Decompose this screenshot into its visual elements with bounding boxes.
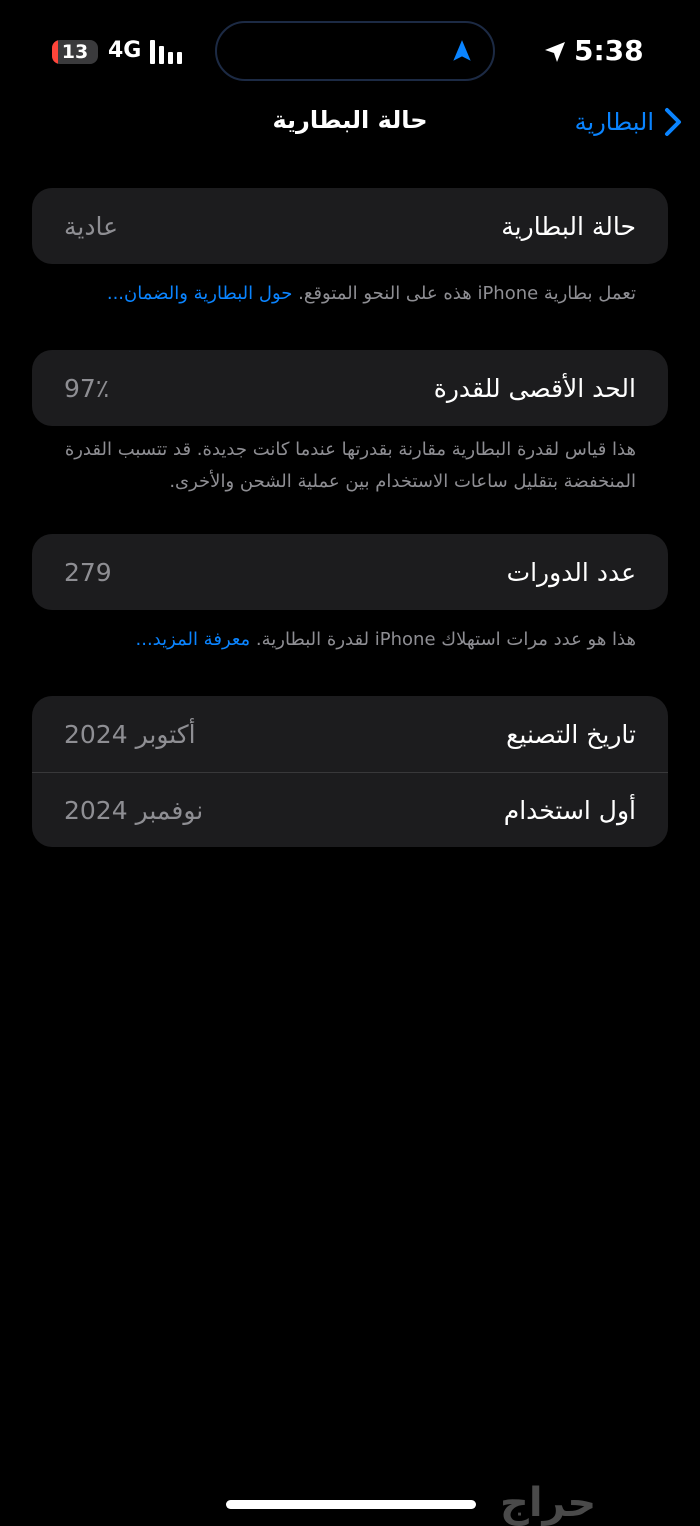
battery-warranty-link[interactable]: حول البطارية والضمان... — [106, 283, 293, 304]
location-arrow-icon — [543, 40, 567, 64]
network-type: 4G — [108, 38, 142, 63]
manufacture-date-row — [32, 696, 668, 772]
dynamic-island[interactable] — [215, 21, 495, 81]
chevron-right-icon — [662, 106, 684, 138]
cycle-count-footnote — [64, 624, 636, 656]
page-title: حالة البطارية — [272, 106, 428, 134]
manufacture-date-label: تاريخ التصنيع — [506, 719, 636, 749]
max-capacity-label: الحد الأقصى للقدرة — [433, 373, 636, 403]
first-use-row — [32, 773, 668, 847]
battery-health-footnote-text: تعمل بطارية iPhone هذه على النحو المتوقع. — [292, 283, 636, 304]
cycle-count-group — [32, 534, 668, 610]
battery-health-label: حالة البطارية — [501, 211, 636, 241]
back-label: البطارية — [574, 108, 654, 136]
battery-health-value: عادية — [64, 211, 119, 241]
battery-indicator — [52, 40, 98, 64]
battery-fill — [52, 40, 58, 64]
max-capacity-footnote: هذا قياس لقدرة البطارية مقارنة بقدرتها عندما كانت جديدة. قد تتسبب القدرة المنخفضة بتقليل ساعات الاستخدام بين عملية الشحن والأخرى. — [64, 439, 636, 492]
dates-group — [32, 696, 668, 847]
first-use-label: أول استخدام — [503, 795, 636, 825]
cycle-count-value: 279 — [64, 557, 112, 587]
max-capacity-row — [32, 350, 668, 426]
home-indicator[interactable] — [226, 1500, 476, 1509]
battery-health-footnote — [64, 278, 636, 310]
manufacture-date-value: أكتوبر 2024 — [64, 719, 196, 749]
cycle-count-label: عدد الدورات — [506, 557, 636, 587]
cycle-count-footnote-text: هذا هو عدد مرات استهلاك iPhone لقدرة البطارية. — [250, 629, 636, 650]
max-capacity-group — [32, 350, 668, 426]
haraj-watermark: حراج — [500, 1480, 597, 1526]
first-use-value: نوفمبر 2024 — [64, 795, 204, 825]
status-bar — [0, 0, 700, 100]
battery-health-row — [32, 188, 668, 264]
back-button[interactable] — [575, 106, 684, 138]
clock: 5:38 — [574, 34, 644, 67]
navigation-arrow-icon — [449, 38, 475, 64]
learn-more-link[interactable]: معرفة المزيد... — [135, 629, 251, 650]
signal-icon — [150, 40, 190, 64]
battery-health-group — [32, 188, 668, 264]
cycle-count-row — [32, 534, 668, 610]
max-capacity-value: 97٪ — [64, 373, 110, 403]
battery-level: 13 — [61, 41, 89, 63]
